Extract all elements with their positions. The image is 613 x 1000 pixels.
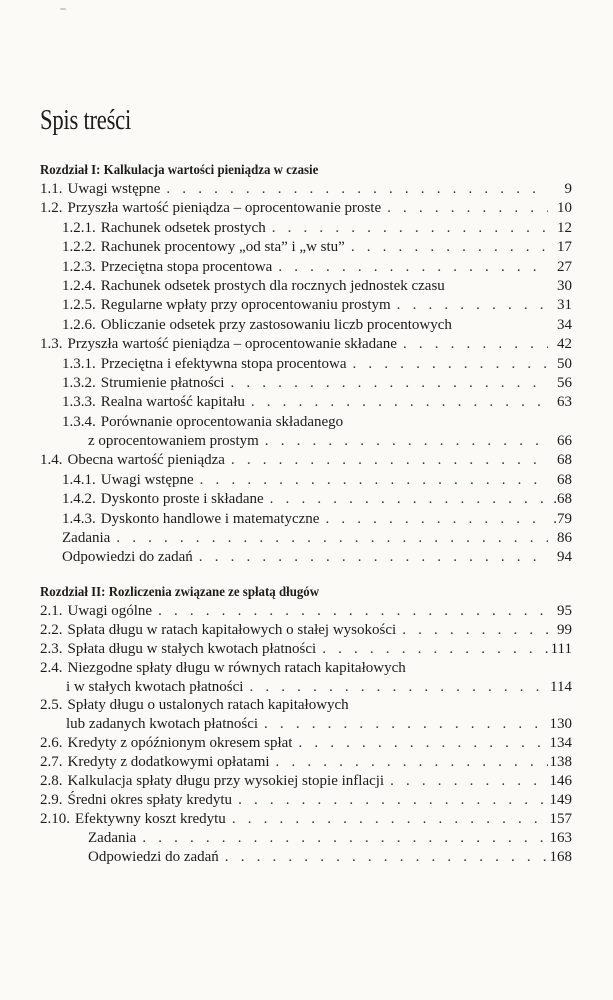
toc-entry (40, 734, 572, 753)
entry-title: Przyszła wartość pieniądza – oprocentowanie proste (67, 200, 382, 217)
page-number: 9 (564, 181, 572, 197)
entry-title: Obecna wartość pieniądza (67, 452, 225, 469)
dot-leader (345, 238, 548, 257)
dot-leader (219, 848, 548, 867)
toc-entry (40, 753, 572, 772)
page-number: 130 (549, 716, 572, 733)
page-number (548, 696, 572, 715)
toc-entry (40, 640, 572, 659)
entry-number: 1.4. (40, 452, 63, 469)
entry-number: 1.3.2. (62, 374, 96, 391)
entry-title: Realna wartość kapitału (100, 394, 245, 411)
entry-title: Strumienie płatności (100, 374, 225, 391)
toc-entry (40, 471, 572, 490)
entry-number: 1.2.6. (62, 316, 96, 333)
dot-leader (266, 219, 548, 238)
entry-number: 1.4.1. (62, 471, 96, 488)
page-number: 66 (557, 433, 572, 450)
entry-title: Uwagi wstępne (67, 181, 161, 197)
entry-number: 1.1. (40, 181, 63, 197)
toc-entry (40, 219, 572, 238)
dot-leader (258, 715, 548, 734)
entry-number: 1.2.3. (62, 258, 96, 275)
page-number: 42 (557, 336, 572, 353)
entry-number: 2.3. (40, 640, 63, 657)
dot-leader (319, 510, 548, 529)
toc-entry (40, 529, 572, 548)
entry-number: 1.3. (40, 336, 63, 353)
page-number: 95 (557, 603, 572, 619)
dot-leader (381, 199, 548, 218)
page-number: 34 (557, 316, 572, 333)
toc-entry (40, 659, 572, 678)
page-number: 68 (557, 452, 572, 469)
entry-number: 1.2.2. (62, 239, 96, 256)
entry-title: lub zadanych kwotach płatności (66, 716, 259, 733)
entry-number: 2.9. (40, 791, 63, 808)
entry-title: Niezgodne spłaty długu w równych ratach kapitałowych (67, 659, 406, 676)
spacer (445, 277, 548, 296)
toc-entry (40, 791, 572, 810)
entry-number: 2.10. (40, 810, 70, 827)
toc-entry (40, 277, 572, 296)
page-number: 111 (550, 640, 572, 657)
entry-title: Zadania (88, 829, 137, 846)
entry-title: Dyskonto proste i składane (100, 491, 264, 508)
entry-number: 2.5. (40, 697, 63, 714)
entry-number: 1.4.2. (62, 491, 96, 508)
toc-entry (40, 355, 572, 374)
entry-title: Średni okres spłaty kredytu (67, 791, 233, 808)
page-number: 31 (557, 297, 572, 314)
page-number: 157 (549, 810, 572, 827)
page-number: 10 (557, 200, 572, 217)
entry-number: 2.6. (40, 735, 63, 752)
entry-title: Rachunek procentowy „od sta” i „w stu” (100, 239, 345, 256)
dot-leader (397, 335, 548, 354)
dot-leader (152, 602, 548, 621)
entry-number: 2.4. (40, 659, 63, 676)
page-number: .79 (553, 510, 572, 527)
toc-entry (40, 335, 572, 354)
dot-leader (226, 810, 548, 829)
entry-number: 2.1. (40, 603, 63, 619)
toc-entry (40, 258, 572, 277)
dot-leader (391, 296, 548, 315)
entry-title: Odpowiedzi do zadań (88, 848, 219, 865)
dot-leader (224, 374, 548, 393)
dot-leader (194, 471, 548, 490)
toc-entry (40, 810, 572, 829)
entry-number: 2.2. (40, 621, 63, 638)
chapter-heading: Rozdział II: Rozliczenia związane ze spłatą długów (40, 585, 320, 600)
page-number: 63 (557, 394, 572, 411)
page-number: 146 (549, 773, 572, 790)
entry-title: Kalkulacja spłaty długu przy wysokiej stopie inflacji (67, 773, 385, 790)
entry-title: Obliczanie odsetek przy zastosowaniu liczb procentowych (100, 316, 452, 333)
toc-entry (40, 432, 572, 451)
entry-title: Uwagi ogólne (67, 603, 153, 619)
toc-entry (40, 621, 572, 640)
entry-title: Efektywny koszt kredytu (75, 810, 226, 827)
entry-title: Zadania (62, 530, 111, 547)
page-number: 149 (549, 791, 572, 808)
page-number: 17 (557, 239, 572, 256)
dot-leader (245, 393, 548, 412)
page-number: 50 (557, 355, 572, 372)
toc-entry (40, 316, 572, 335)
entry-title: Odpowiedzi do zadań (62, 549, 193, 566)
dot-leader (136, 829, 548, 848)
page-number: 114 (550, 678, 572, 695)
spacer (343, 413, 548, 432)
page-number: 163 (549, 829, 572, 846)
spacer (349, 696, 548, 715)
page-number (548, 659, 572, 678)
entry-title: Spłata długu w stałych kwotach płatności (67, 640, 317, 657)
toc-entry (40, 715, 572, 734)
scan-speck (60, 8, 66, 10)
toc-entry (40, 238, 572, 257)
dot-leader (396, 621, 548, 640)
spacer (406, 659, 548, 678)
toc-entry (40, 180, 572, 199)
entry-title: Przeciętna i efektywna stopa procentowa (100, 355, 347, 372)
entry-title: Rachunek odsetek prostych dla rocznych jednostek czasu (100, 277, 445, 294)
page-number: 12 (557, 219, 572, 236)
entry-title: Przyszła wartość pieniądza – oprocentowanie składane (67, 336, 397, 353)
toc-entry (40, 451, 572, 470)
entry-number: 1.3.4. (62, 413, 96, 430)
page-number (548, 413, 572, 432)
dot-leader (225, 451, 548, 470)
toc-entry (40, 393, 572, 412)
page-number: 30 (557, 277, 572, 294)
page-number: 68 (557, 471, 572, 488)
toc-entry (40, 199, 572, 218)
entry-title: Kredyty z opóźnionym okresem spłat (67, 735, 293, 752)
dot-leader (110, 529, 548, 548)
entry-number: 1.3.3. (62, 394, 96, 411)
toc-entry (40, 413, 572, 432)
entry-title: z oprocentowaniem prostym (88, 433, 259, 450)
page-title: Spis treści (40, 104, 132, 136)
dot-leader (232, 791, 548, 810)
page-number: 27 (557, 258, 572, 275)
entry-title: Dyskonto handlowe i matematyczne (100, 510, 320, 527)
entry-title: Spłaty długu o ustalonych ratach kapitałowych (67, 697, 349, 714)
chapter-1 (40, 161, 572, 568)
entry-number: 2.8. (40, 773, 63, 790)
page-number: 99 (557, 621, 572, 638)
dot-leader (193, 548, 548, 567)
toc-entry (40, 678, 572, 697)
entry-number: 1.3.1. (62, 355, 96, 372)
toc-entry (40, 772, 572, 791)
toc-entry (40, 510, 572, 529)
dot-leader (384, 772, 548, 791)
entry-title: Porównanie oprocentowania składanego (100, 413, 344, 430)
toc-entry (40, 374, 572, 393)
entry-title: Kredyty z dodatkowymi opłatami (67, 754, 270, 771)
toc-entry (40, 848, 572, 867)
chapter-2 (40, 583, 572, 866)
entry-title: Regularne wpłaty przy oprocentowaniu prostym (100, 297, 391, 314)
spacer (452, 316, 548, 335)
dot-leader (160, 180, 548, 199)
page-number: 94 (557, 549, 572, 566)
page-number: 134 (549, 735, 572, 752)
toc-entry (40, 602, 572, 621)
entry-number: 1.2. (40, 200, 63, 217)
entry-number: 1.2.4. (62, 277, 96, 294)
toc-entry (40, 296, 572, 315)
entry-title: Spłata długu w ratach kapitałowych o stałej wysokości (67, 621, 397, 638)
entry-number: 2.7. (40, 754, 63, 771)
toc-entry (40, 829, 572, 848)
chapter-heading: Rozdział I: Kalkulacja wartości pieniądza w czasie (40, 163, 319, 178)
entry-title: i w stałych kwotach płatności (66, 678, 244, 695)
dot-leader (264, 490, 548, 509)
entry-number: 1.2.1. (62, 219, 96, 236)
toc-entry (40, 490, 572, 509)
dot-leader (259, 432, 548, 451)
entry-number: 1.4.3. (62, 510, 96, 527)
page-number: 56 (557, 374, 572, 391)
page-number: 168 (549, 848, 572, 865)
entry-title: Przeciętna stopa procentowa (100, 258, 273, 275)
toc-entry (40, 548, 572, 567)
dot-leader (346, 355, 548, 374)
page-number: 138 (549, 754, 572, 771)
page-number: 86 (557, 530, 572, 547)
entry-number: 1.2.5. (62, 297, 96, 314)
entry-title: Rachunek odsetek prostych (100, 219, 266, 236)
dot-leader (272, 258, 548, 277)
toc-entry (40, 696, 572, 715)
dot-leader (243, 678, 548, 697)
entry-title: Uwagi wstępne (100, 471, 194, 488)
dot-leader (270, 753, 548, 772)
dot-leader (292, 734, 548, 753)
page-number: .68 (553, 491, 572, 508)
dot-leader (316, 640, 548, 659)
